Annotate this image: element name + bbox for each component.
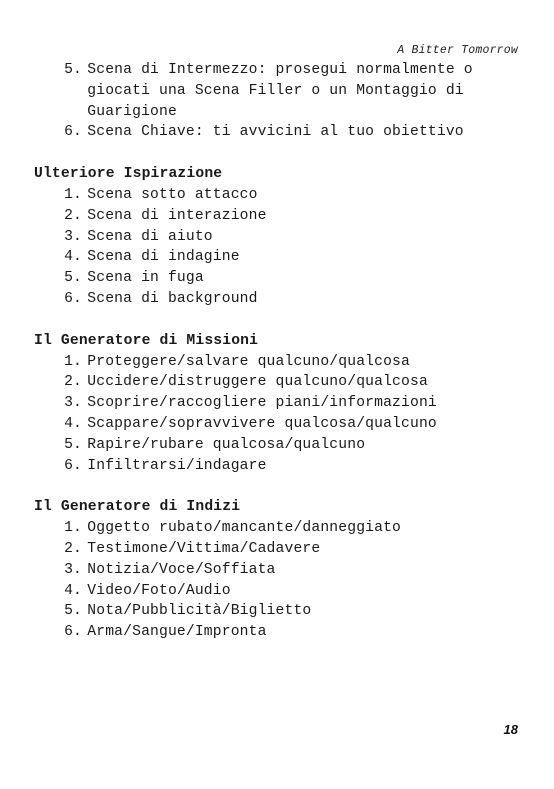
page-number: 18 (503, 722, 518, 737)
list-item (34, 185, 524, 206)
list-item (34, 352, 524, 373)
list-item-text: Scoprire/raccogliere piani/informazioni (87, 395, 437, 412)
list-item (34, 206, 524, 227)
list-item (34, 622, 524, 643)
list-item (34, 560, 524, 581)
list-item (34, 581, 524, 602)
list-item-number: 4. (64, 582, 82, 599)
section-list (34, 518, 524, 643)
list-item-text: Scena di background (87, 290, 258, 307)
list-item-number: 2. (64, 374, 82, 391)
list-item-number: 6. (64, 624, 82, 641)
list-item-text: Scappare/sopravvivere qualcosa/qualcuno (87, 415, 437, 432)
section-generatore-missioni (34, 331, 524, 477)
list-item-text: Oggetto rubato/mancante/danneggiato (87, 520, 402, 537)
list-item-text: Scena Chiave: ti avvicini al tuo obiettivo (87, 124, 464, 141)
list-item-number: 1. (64, 520, 82, 537)
list-item-text: Testimone/Vittima/Cadavere (87, 540, 321, 557)
section-title: Il Generatore di Missioni (34, 332, 259, 349)
list-item-text: Scena di aiuto (87, 228, 213, 245)
list-item (34, 539, 524, 560)
section-title: Ulteriore Ispirazione (34, 166, 223, 183)
list-item-text: Nota/Pubblicità/Biglietto (87, 603, 312, 620)
list-item-number: 3. (64, 228, 82, 245)
list-item (34, 414, 524, 435)
list-item (34, 393, 524, 414)
list-item-text: Notizia/Voce/Soffiata (87, 561, 276, 578)
list-item-number: 6. (64, 290, 82, 307)
list-item-number: 3. (64, 395, 82, 412)
list-item-number: 6. (64, 124, 82, 141)
list-item (34, 122, 524, 143)
list-item-text: Scena di Intermezzo: prosegui normalmente o giocati una Scena Filler o un Montaggio di Guarigione (87, 62, 473, 120)
list-item (34, 456, 524, 477)
list-item (34, 268, 524, 289)
page-content (34, 60, 524, 643)
list-item-text: Scena sotto attacco (87, 186, 258, 203)
list-item-number: 4. (64, 415, 82, 432)
list-item-number: 5. (64, 436, 82, 453)
list-item-number: 1. (64, 186, 82, 203)
list-item-number: 3. (64, 561, 82, 578)
list-item (34, 435, 524, 456)
list-item-number: 2. (64, 540, 82, 557)
list-item-text: Scena in fuga (87, 270, 204, 287)
list-item (34, 247, 524, 268)
list-item-text: Arma/Sangue/Impronta (87, 624, 267, 641)
list-item-text: Rapire/rubare qualcosa/qualcuno (87, 436, 366, 453)
list-item-text: Video/Foto/Audio (87, 582, 231, 599)
running-header-title: A Bitter Tomorrow (397, 44, 518, 57)
list-item-text: Scena di indagine (87, 249, 240, 266)
list-item-text: Infiltrarsi/indagare (87, 457, 267, 474)
intro-list (34, 60, 524, 143)
list-item-number: 6. (64, 457, 82, 474)
section-generatore-indizi (34, 497, 524, 643)
list-item (34, 518, 524, 539)
section-title: Il Generatore di Indizi (34, 499, 241, 516)
list-item (34, 289, 524, 310)
list-item-number: 1. (64, 353, 82, 370)
list-item-number: 2. (64, 207, 82, 224)
list-item (34, 372, 524, 393)
list-item-number: 4. (64, 249, 82, 266)
section-ulteriore-ispirazione (34, 164, 524, 310)
list-item (34, 601, 524, 622)
list-item (34, 60, 524, 122)
list-item-text: Uccidere/distruggere qualcuno/qualcosa (87, 374, 428, 391)
list-item-number: 5. (64, 270, 82, 287)
list-item-number: 5. (64, 62, 82, 78)
list-item-text: Proteggere/salvare qualcuno/qualcosa (87, 353, 410, 370)
list-item-number: 5. (64, 603, 82, 620)
section-list (34, 352, 524, 477)
list-item (34, 227, 524, 248)
list-item-text: Scena di interazione (87, 207, 267, 224)
section-list (34, 185, 524, 310)
